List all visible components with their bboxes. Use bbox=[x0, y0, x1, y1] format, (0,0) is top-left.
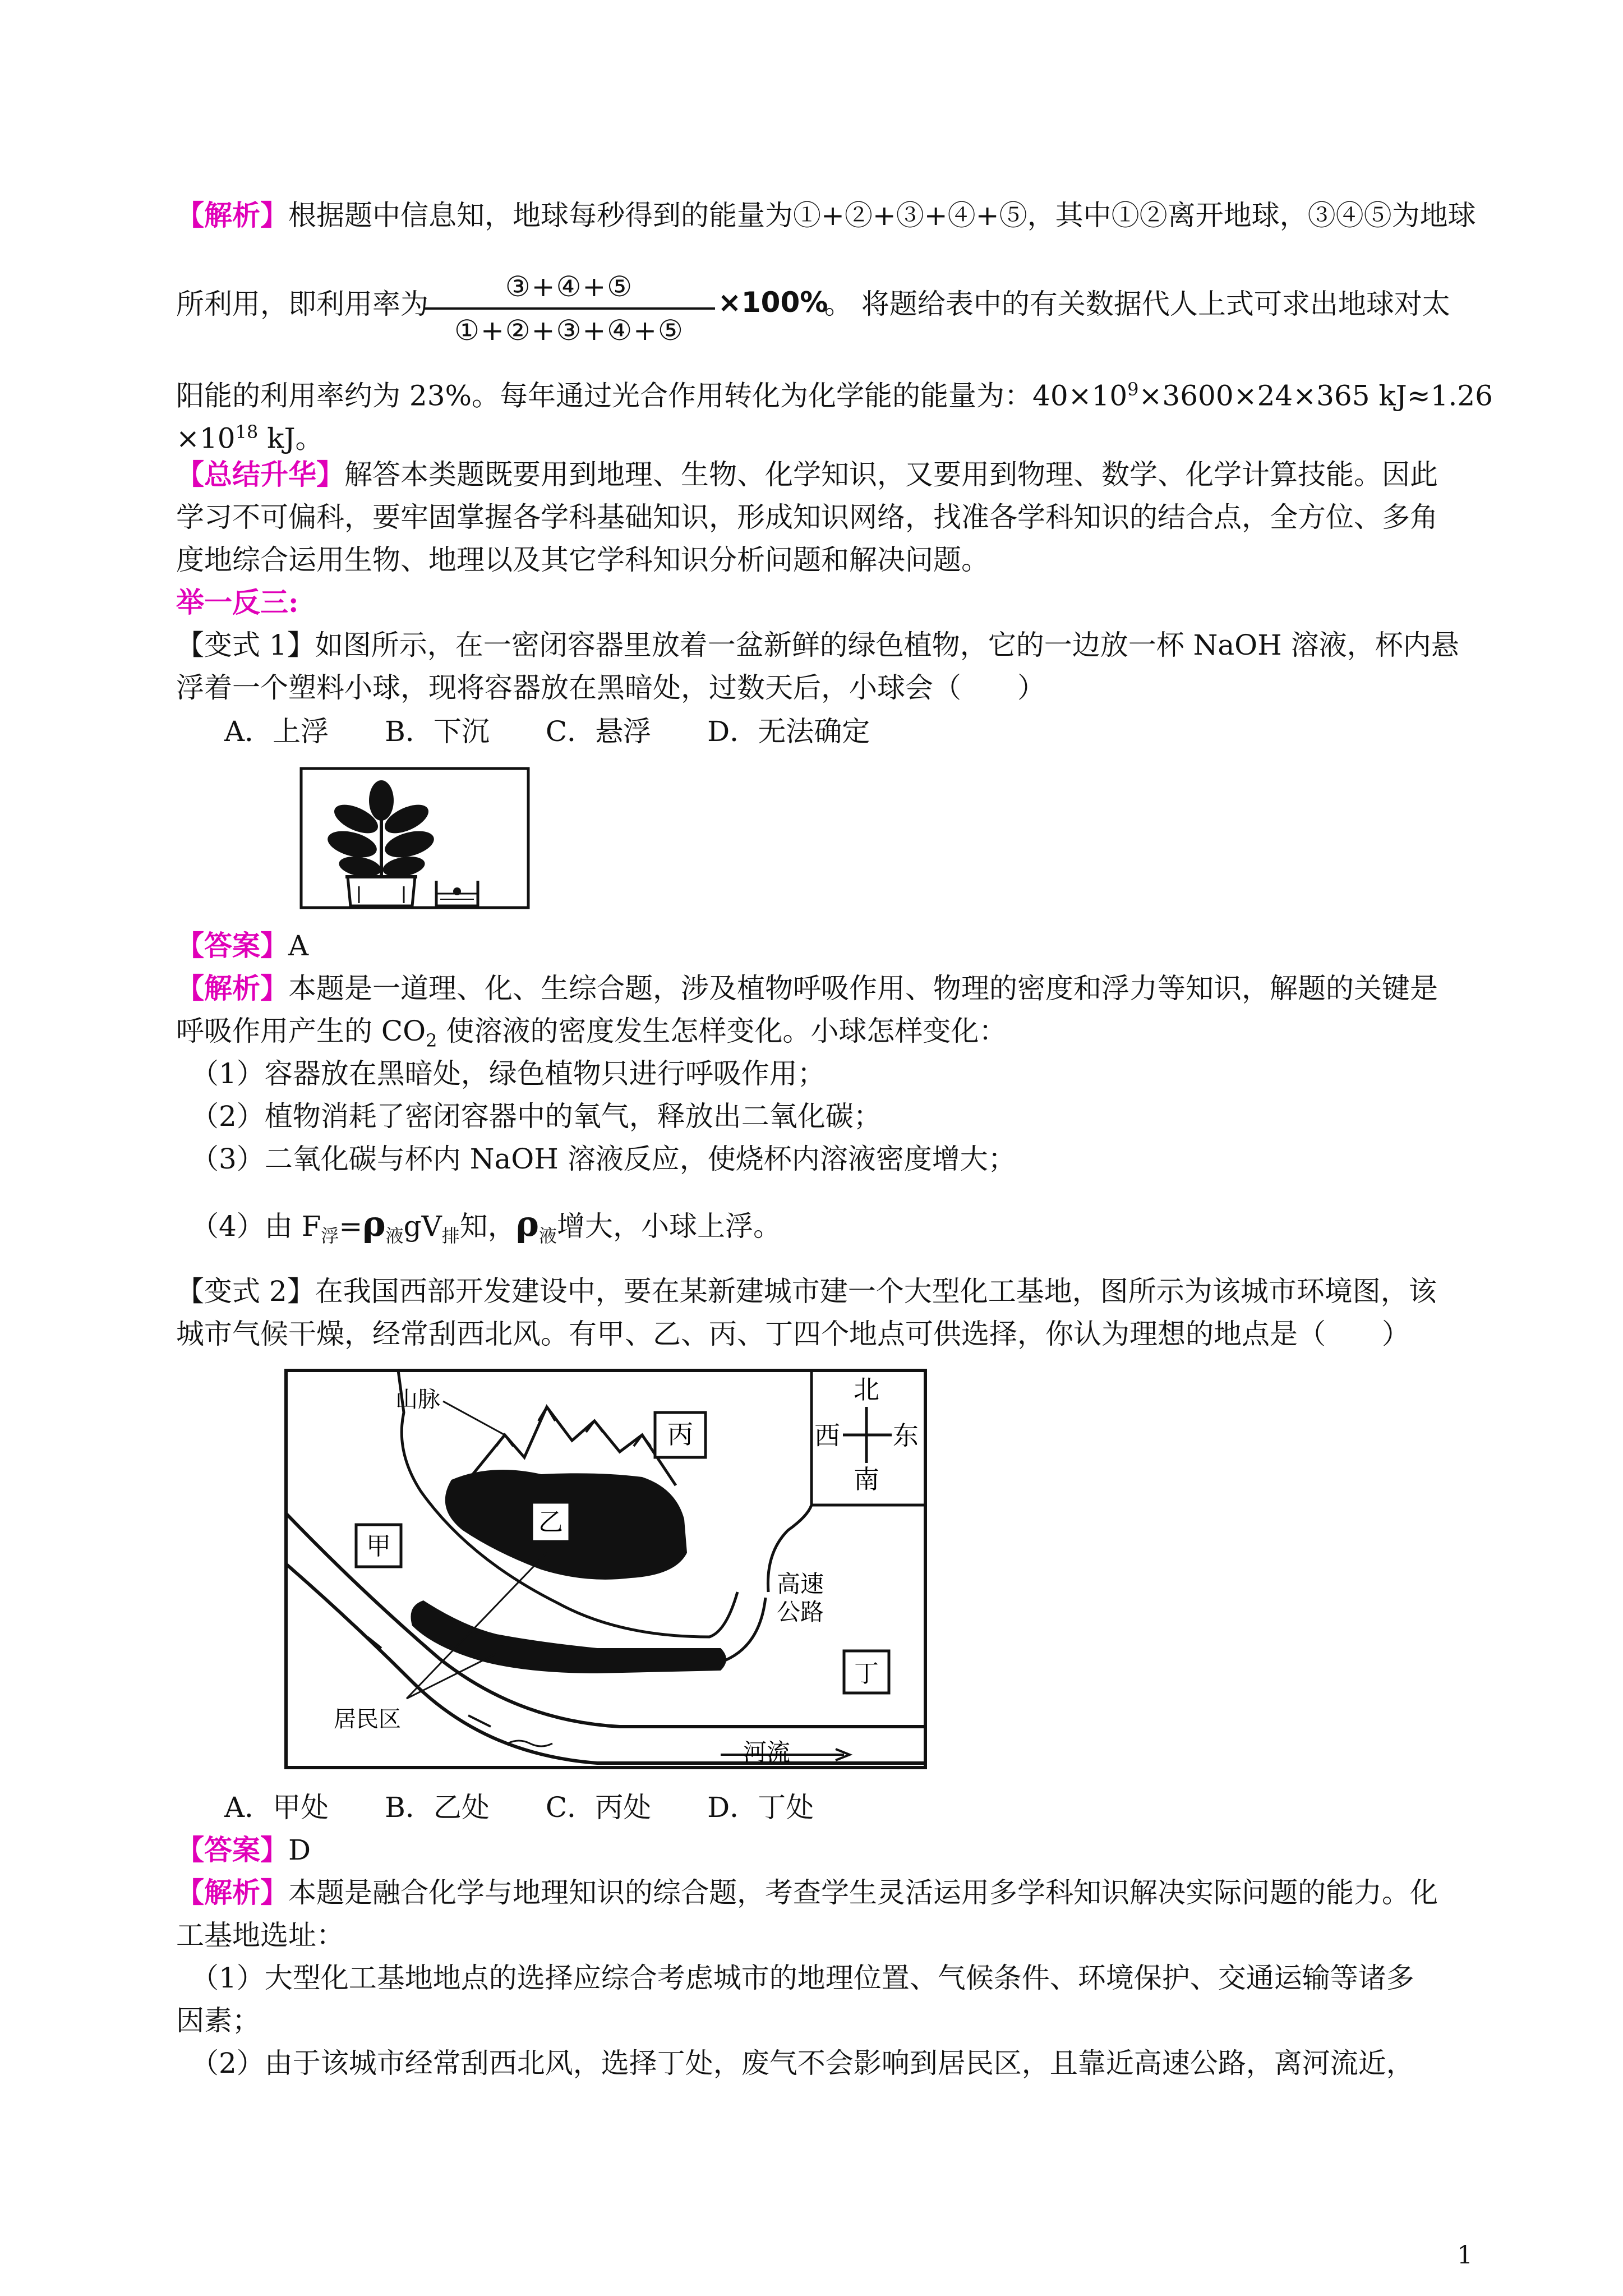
site-ding: 丁 bbox=[854, 1659, 879, 1688]
fraction-bar bbox=[423, 307, 715, 310]
plant-container-figure bbox=[297, 766, 533, 912]
compass-west: 西 bbox=[814, 1420, 840, 1451]
site-bing: 丙 bbox=[667, 1419, 693, 1450]
answer1-label: 【答案】 bbox=[176, 929, 288, 962]
utilization-line: 所利用，即利用率为 bbox=[176, 288, 428, 320]
fraction-numerator: ③+④+⑤ bbox=[505, 270, 634, 303]
analysis-label: 【解析】 bbox=[176, 199, 288, 232]
times-100-percent: ×100% bbox=[718, 286, 828, 319]
analysis-line-3: 阳能的利用率约为 23%。每年通过光合作用转化为化学能的能量为：$40\times 10^9\times 3600\times 24\times 365$ kJ≈1.26 bbox=[176, 379, 1493, 412]
variant1-line-1: 【变式 1】如图所示，在一密闭容器里放着一盆新鲜的绿色植物，它的一边放一杯 NaOH 溶液，杯内悬 bbox=[176, 629, 1459, 661]
analysis2-label: 【解析】 bbox=[176, 972, 288, 1005]
variant1-line-2: 浮着一个塑料小球，现将容器放在黑暗处，过数天后，小球会（ ） bbox=[176, 671, 1045, 704]
utilization-line-after: 。 将题给表中的有关数据代人上式可求出地球对太 bbox=[824, 288, 1450, 320]
analysis3-label: 【解析】 bbox=[176, 1876, 288, 1909]
river-label: 河流 bbox=[743, 1738, 791, 1766]
variant2-options: A．甲处 B．乙处 C．丙处 D．丁处 bbox=[224, 1791, 814, 1824]
analysis2-step-1: （1）容器放在黑暗处，绿色植物只进行呼吸作用； bbox=[191, 1057, 826, 1090]
answer2-label: 【答案】 bbox=[176, 1833, 288, 1866]
analysis2-step-3: （3）二氧化碳与杯内 NaOH 溶液反应，使烧杯内溶液密度增大； bbox=[191, 1143, 1016, 1175]
variant2-line-2: 城市气候干燥，经常刮西北风。有甲、乙、丙、丁四个地点可供选择，你认为理想的地点是（ ） bbox=[176, 1318, 1410, 1350]
utilization-fraction bbox=[423, 267, 715, 350]
fraction-denominator: ①+②+③+④+⑤ bbox=[454, 314, 684, 347]
residential-label: 居民区 bbox=[334, 1706, 401, 1732]
page-number: 1 bbox=[1457, 2241, 1473, 2270]
analysis-line-4: $\times 10^{18}$ kJ。 bbox=[176, 421, 324, 455]
summary-line-3: 度地综合运用生物、地理以及其它学科知识分析问题和解决问题。 bbox=[176, 544, 989, 576]
analysis3-step-1b: 因素； bbox=[176, 2004, 260, 2037]
pot-icon bbox=[345, 877, 417, 906]
highway-label-1: 高速 bbox=[777, 1570, 824, 1598]
variant2-line-1: 【变式 2】在我国西部开发建设中，要在某新建城市建一个大型化工基地，图所示为该城市环境图，该 bbox=[176, 1275, 1437, 1308]
compass-south: 南 bbox=[854, 1464, 879, 1494]
analysis3-step-1a: （1）大型化工基地地点的选择应综合考虑城市的地理位置、气候条件、环境保护、交通运输等诸多 bbox=[191, 1962, 1414, 1994]
city-environment-map bbox=[283, 1368, 928, 1772]
analysis2-line-2: 呼吸作用产生的 $CO_2$ 使溶液的密度发生怎样变化。小球怎样变化： bbox=[176, 1015, 1007, 1051]
analysis3-line-2: 工基地选址： bbox=[176, 1919, 344, 1952]
summary-line-2: 学习不可偏科，要牢固掌握各学科基础知识，形成知识网络，找准各学科知识的结合点，全方位、多角 bbox=[176, 501, 1438, 533]
analysis2-step-4: （4）由 $F_浮=\rho_液gV_排$知，$\rho_液$增大，小球上浮。 bbox=[191, 1203, 781, 1246]
mountain-label: 山脉 bbox=[395, 1387, 440, 1412]
analysis2-step-2: （2）植物消耗了密闭容器中的氧气，释放出二氧化碳； bbox=[191, 1100, 882, 1133]
analysis-line-1: 【解析】根据题中信息知，地球每秒得到的能量为①+②+③+④+⑤，其中①②离开地球，③④⑤为地球 bbox=[176, 199, 1476, 232]
beaker-icon bbox=[436, 881, 478, 906]
answer2: 【答案】D bbox=[176, 1833, 311, 1866]
highway-label-2: 公路 bbox=[777, 1598, 824, 1626]
compass-north: 北 bbox=[854, 1374, 879, 1405]
summary-line-1: 【总结升华】解答本类题既要用到地理、生物、化学知识，又要用到物理、数学、化学计算技能。因此 bbox=[176, 458, 1438, 491]
analysis3-line-1: 【解析】本题是融合化学与地理知识的综合题，考查学生灵活运用多学科知识解决实际问题的能力。化 bbox=[176, 1876, 1438, 1909]
practice-heading: 举一反三: bbox=[176, 586, 299, 619]
analysis3-step-2: （2）由于该城市经常刮西北风，选择丁处，废气不会影响到居民区，且靠近高速公路，离河流近， bbox=[191, 2047, 1414, 2079]
plant-icon bbox=[325, 780, 437, 889]
site-jia: 甲 bbox=[366, 1532, 391, 1561]
compass-icon bbox=[811, 1370, 925, 1505]
site-yi: 乙 bbox=[538, 1508, 563, 1536]
answer1: 【答案】A bbox=[176, 929, 309, 962]
compass-east: 东 bbox=[893, 1420, 919, 1451]
summary-label: 【总结升华】 bbox=[176, 458, 344, 491]
analysis2-line-1: 【解析】本题是一道理、化、生综合题，涉及植物呼吸作用、物理的密度和浮力等知识，解题的关键是 bbox=[176, 972, 1438, 1005]
variant1-options: A．上浮 B．下沉 C．悬浮 D．无法确定 bbox=[224, 715, 870, 748]
